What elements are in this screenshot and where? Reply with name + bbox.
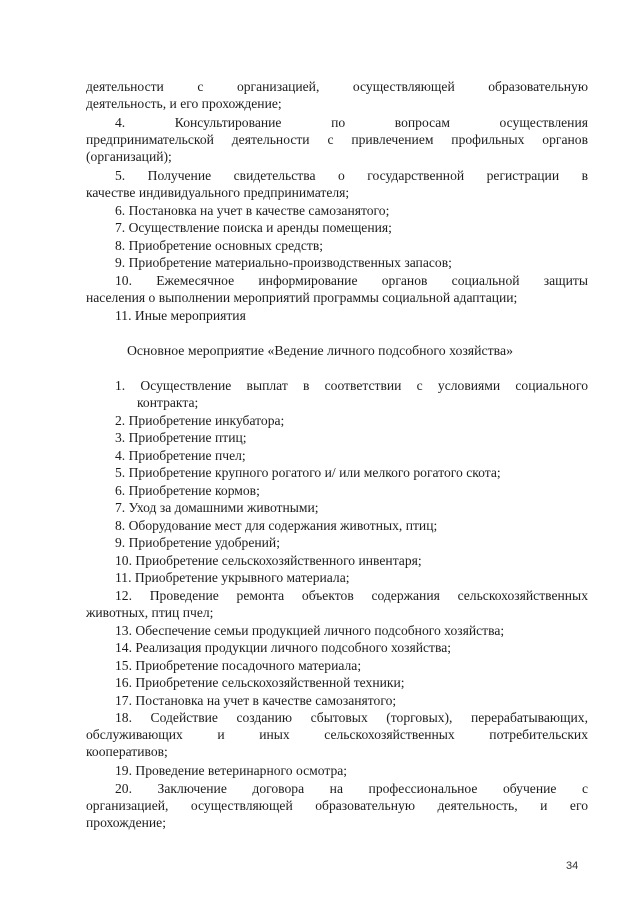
page-number: 34 [566, 860, 579, 872]
list-item: прохождение; [86, 815, 166, 830]
list-item: 18. Содействие созданию сбытовых (торговых), перерабатывающих, [115, 710, 588, 725]
list-item: 3. Приобретение птиц; [115, 430, 247, 445]
text-line: предпринимательской деятельности с привлечением профильных органов [86, 132, 588, 147]
list-item: 16. Приобретение сельскохозяйственной техники; [115, 675, 405, 690]
list-item: 10. Приобретение сельскохозяйственного инвентаря; [115, 553, 422, 568]
text-line: 7. Осуществление поиска и аренды помещения; [115, 220, 392, 235]
list-item: 13. Обеспечение семьи продукцией личного подсобного хозяйства; [115, 623, 505, 638]
list-item: 14. Реализация продукции личного подсобного хозяйства; [115, 640, 452, 655]
text-line: населения о выполнении мероприятий программы социальной адаптации; [86, 290, 518, 305]
text-line: 11. Иные мероприятия [115, 308, 246, 323]
list-item: 4. Приобретение пчел; [115, 448, 246, 463]
list-item: обслуживающих и иных сельскохозяйственных потребительских [86, 727, 588, 742]
text-line: 9. Приобретение материально-производственных запасов; [115, 255, 452, 270]
list-item: организацией, осуществляющей образовательную деятельность, и его [86, 798, 588, 813]
text-line: 10. Ежемесячное информирование органов социальной защиты [115, 273, 588, 288]
list-item: контракта; [137, 395, 199, 410]
text-line: 6. Постановка на учет в качестве самозанятого; [115, 203, 390, 218]
list-item: 8. Оборудование мест для содержания животных, птиц; [115, 518, 438, 533]
list-item: 1. Осуществление выплат в соответствии с условиями социального [115, 378, 588, 393]
list-item: животных, птиц пчел; [86, 605, 214, 620]
list-item: 7. Уход за домашними животными; [115, 500, 319, 515]
list-item: 17. Постановка на учет в качестве самозанятого; [115, 693, 397, 708]
text-line: деятельность, и его прохождение; [86, 96, 282, 111]
list-item: 11. Приобретение укрывного материала; [115, 570, 350, 585]
text-line: 4. Консультирование по вопросам осуществления [115, 115, 588, 130]
list-item: 2. Приобретение инкубатора; [115, 413, 285, 428]
text-line: 8. Приобретение основных средств; [115, 238, 324, 253]
list-item: 6. Приобретение кормов; [115, 483, 260, 498]
list-item: кооперативов; [86, 744, 168, 759]
list-item: 9. Приобретение удобрений; [115, 535, 280, 550]
text-line: деятельности с организацией, осуществляющей образовательную [86, 79, 588, 94]
list-item: 20. Заключение договора на профессиональное обучение с [115, 781, 588, 796]
list-item: 15. Приобретение посадочного материала; [115, 658, 362, 673]
section-title: Основное мероприятие «Ведение личного подсобного хозяйства» [126, 343, 514, 358]
list-item: 19. Проведение ветеринарного осмотра; [115, 763, 348, 778]
list-item: 5. Приобретение крупного рогатого и/ или мелкого рогатого скота; [115, 465, 501, 480]
list-item: 12. Проведение ремонта объектов содержания сельскохозяйственных [115, 588, 588, 603]
text-line: качестве индивидуального предпринимателя; [86, 185, 350, 200]
text-line: (организаций); [86, 149, 172, 164]
text-line: 5. Получение свидетельства о государственной регистрации в [115, 168, 588, 183]
